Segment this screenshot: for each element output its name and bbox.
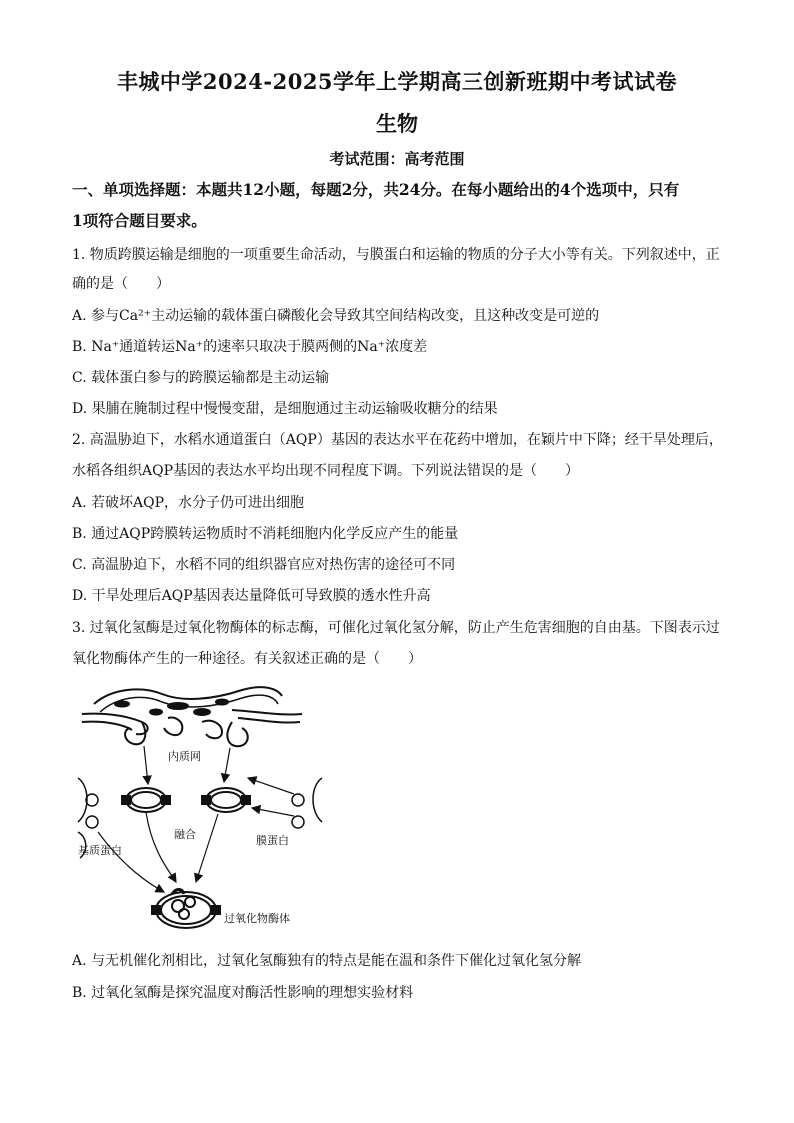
fusion-label: 融合 [174,828,196,841]
q3-option-a: A. 与无机催化剂相比，过氧化氢酶独有的特点是能在温和条件下催化过氧化氢分解 [72,953,582,969]
q2-option-a: A. 若破坏AQP，水分子仍可进出细胞 [72,495,305,511]
vesicle-right [202,788,250,812]
er-label: 内质网 [168,750,201,763]
q3-stem-line1: 3. 过氧化氢酶是过氧化物酶体的标志酶，可催化过氧化氢分解，防止产生危害细胞的自由基。下图表示过 [72,620,720,636]
membrane-protein-source [292,778,322,828]
q1-option-a: A. 参与Ca²⁺主动运输的载体蛋白磷酸化会导致其空间结构改变，且这种改变是可逆的 [72,308,600,324]
section-heading-line2: 1项符合题目要求。 [72,211,207,230]
exam-scope: 考试范围：高考范围 [329,150,465,168]
membrane-protein-label: 膜蛋白 [256,834,289,847]
section-heading-line1: 一、单项选择题：本题共12小题，每题2分，共24分。在每小题给出的4个选项中，只有 [72,180,680,199]
q2-option-c: C. 高温胁迫下，水稻不同的组织器官应对热伤害的途径可不同 [72,557,456,573]
q2-option-b: B. 通过AQP跨膜转运物质时不消耗细胞内化学反应产生的能量 [72,526,459,542]
q1-option-c: C. 载体蛋白参与的跨膜运输都是主动运输 [72,370,330,386]
q3-stem-line2: 氧化物酶体产生的一种途径。有关叙述正确的是（ ） [72,651,422,667]
q1-stem-line2: 确的是（ ） [72,276,170,292]
peroxisome-pathway-diagram [72,682,332,934]
q1-option-d: D. 果脯在腌制过程中慢慢变甜，是细胞通过主动运输吸收糖分的结果 [72,401,498,417]
section-heading [72,174,722,236]
q3-option-b: B. 过氧化氢酶是探究温度对酶活性影响的理想实验材料 [72,985,414,1001]
peroxisome [152,890,220,929]
q1-option-b: B. Na⁺通道转运Na⁺的速率只取决于膜两侧的Na⁺浓度差 [72,339,428,355]
q2-stem-line1: 2. 高温胁迫下，水稻水通道蛋白（AQP）基因的表达水平在花药中增加，在颖片中下降；经干旱处理后， [72,432,723,448]
peroxisome-label: 过氧化物酶体 [224,912,290,925]
exam-title: 丰城中学2024-2025学年上学期高三创新班期中考试试卷 [116,69,678,94]
matrix-protein-label: 基质蛋白 [78,844,122,857]
q2-option-d: D. 干旱处理后AQP基因表达量降低可导致膜的透水性升高 [72,588,431,604]
subject-title: 生物 [376,111,418,136]
q1-stem-line1: 1. 物质跨膜运输是细胞的一项重要生命活动，与膜蛋白和运输的物质的分子大小等有关。下列叙述中，正 [72,247,720,263]
q2-stem-line2: 水稻各组织AQP基因的表达水平均出现不同程度下调。下列说法错误的是（ ） [72,463,580,479]
vesicle-left [122,788,170,812]
